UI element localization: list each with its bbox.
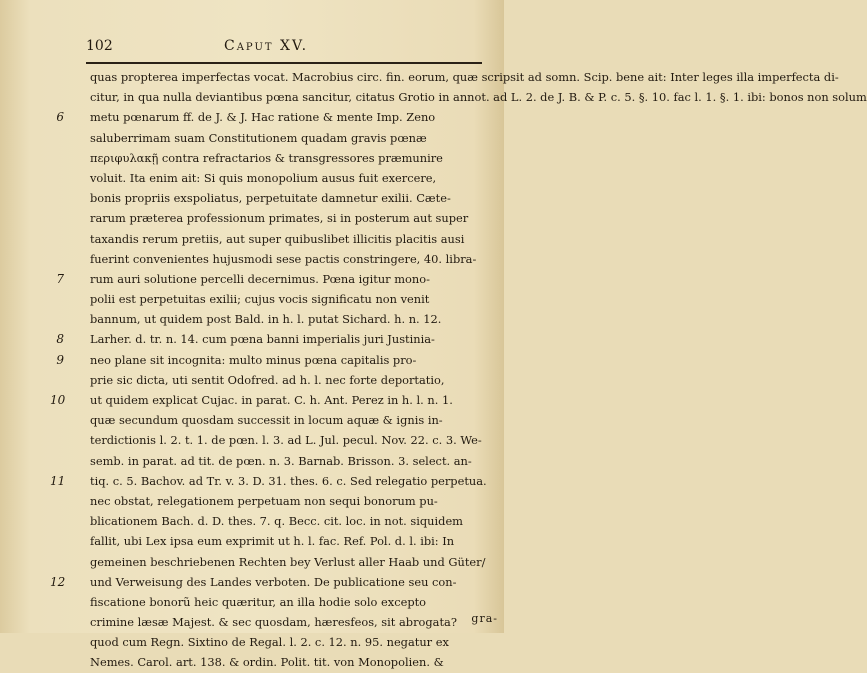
- page-header: [86, 38, 482, 64]
- page-number: 102: [86, 38, 113, 54]
- line-text: bannum, ut quidem post Bald. in h. l. putat Sichard. h. n. 12.: [90, 312, 442, 327]
- text-line: [72, 208, 484, 228]
- line-text: fallit, ubi Lex ipsa eum exprimit ut h. l. fac. Ref. Pol. d. l. ibi: In: [90, 534, 455, 549]
- text-line: [50, 471, 487, 491]
- text-line: [72, 451, 484, 471]
- text-line: [72, 632, 484, 652]
- line-text: quas propterea imperfectas vocat. Macrobius circ. fin. eorum, quæ scripsit ad somn. Scip. bene ait: Inter leges illa imperfecta di-: [90, 70, 839, 84]
- text-line: [72, 87, 867, 107]
- line-text: neo plane sit incognita: multo minus pœna capitalis pro-: [90, 352, 417, 367]
- running-head: Caput XV.: [224, 38, 309, 54]
- line-text: fiscatione bonorũ heic quæritur, an illa hodie solo excepto: [90, 594, 427, 609]
- line-text: metu pœnarum ff. de J. & J. Hac ratione & mente Imp. Zeno: [90, 110, 436, 125]
- text-line: [72, 370, 484, 390]
- margin-number: 8: [56, 332, 64, 347]
- text-line: [50, 572, 484, 592]
- line-text: citur, in qua nulla deviantibus pœna sancitur, citatus Grotio in annot. ad L. 2. de J. B. & P. c. 5. §. 10. fac l. 1. §. 1. ibi: bonos non solum: [90, 90, 867, 105]
- text-line: [72, 168, 484, 188]
- text-line: [72, 430, 484, 450]
- line-text: Larher. d. tr. n. 14. cum pœna banni imperialis juri Justinia-: [90, 332, 435, 347]
- text-line: [50, 390, 484, 410]
- line-text: Nemes. Carol. art. 138. & ordin. Polit. tit. von Monopolien. &: [90, 655, 444, 670]
- text-line: [72, 128, 484, 148]
- text-line: [72, 309, 484, 329]
- text-line: [72, 289, 484, 309]
- text-line: [56, 329, 484, 349]
- line-text: taxandis rerum pretiis, aut super quibuslibet illicitis placitis ausi: [90, 231, 465, 246]
- line-text: nec obstat, relegationem perpetuam non sequi bonorum pu-: [90, 493, 438, 508]
- text-line: [72, 67, 839, 87]
- line-text: rum auri solutione percelli decernimus. Pœna igitur mono-: [90, 271, 430, 286]
- line-text: fuerint convenientes hujusmodi sese pactis constringere, 40. libra-: [90, 251, 477, 266]
- line-text: tiq. c. 5. Bachov. ad Tr. v. 3. D. 31. thes. 6. c. Sed relegatio perpetua.: [90, 473, 487, 488]
- margin-number: 11: [50, 473, 66, 488]
- text-line: [72, 531, 484, 551]
- text-line: [56, 350, 484, 370]
- margin-number: 10: [50, 393, 66, 407]
- body-text: [50, 67, 867, 673]
- text-line: [72, 410, 484, 430]
- line-text: περιφυλακῇ contra refractarios & transgressores præmunire: [90, 150, 443, 165]
- text-line: [72, 612, 484, 632]
- text-line: [72, 652, 484, 672]
- line-text: prie sic dicta, uti sentit Odofred. ad h. l. nec forte deportatio,: [90, 372, 445, 387]
- margin-number: 12: [50, 574, 66, 589]
- text-line: [72, 188, 484, 208]
- text-line: [72, 249, 484, 269]
- line-text: gemeinen beschriebenen Rechten bey Verlust aller Haab und Güter/: [90, 554, 486, 569]
- line-text: terdictionis l. 2. t. 1. de pœn. l. 3. ad L. Jul. pecul. Nov. 22. c. 3. We-: [90, 433, 482, 448]
- line-text: bonis propriis exspoliatus, perpetuitate damnetur exilii. Cæte-: [90, 191, 451, 206]
- text-line: [72, 491, 484, 511]
- margin-number: 6: [56, 110, 64, 125]
- line-text: quæ secundum quosdam successit in locum aquæ & ignis in-: [90, 413, 443, 428]
- line-text: semb. in parat. ad tit. de pœn. n. 3. Barnab. Brisson. 3. select. an-: [90, 453, 472, 468]
- text-line: [72, 552, 484, 572]
- text-line: [56, 269, 484, 289]
- line-text: quod cum Regn. Sixtino de Regal. l. 2. c. 12. n. 95. negatur ex: [90, 635, 449, 650]
- line-text: saluberrimam suam Constitutionem quadam gravis pœnæ: [90, 130, 427, 145]
- margin-number: 9: [56, 352, 64, 367]
- line-text: und Verweisung des Landes verboten. De publicatione seu con-: [90, 574, 457, 589]
- line-text: blicationem Bach. d. D. thes. 7. q. Becc. cit. loc. in not. siquidem: [90, 514, 463, 529]
- line-text: crimine læsæ Majest. & sec quosdam, hæresfeos, sit abrogata?: [90, 615, 457, 630]
- line-text: voluit. Ita enim ait: Si quis monopolium ausus fuit exercere,: [90, 170, 437, 185]
- text-line: [72, 511, 484, 531]
- margin-number: 7: [56, 271, 64, 286]
- line-text: ut quidem explicat Cujac. in parat. C. h. Ant. Perez in h. l. n. 1.: [90, 393, 453, 407]
- text-line: [72, 148, 484, 168]
- catchword: gra-: [471, 612, 498, 625]
- line-text: polii est perpetuitas exilii; cujus vocis significatu non venit: [90, 292, 430, 307]
- text-line: [56, 107, 484, 127]
- line-text: rarum præterea professionum primates, si in posterum aut super: [90, 211, 469, 226]
- text-line: [72, 229, 484, 249]
- text-line: [72, 592, 484, 612]
